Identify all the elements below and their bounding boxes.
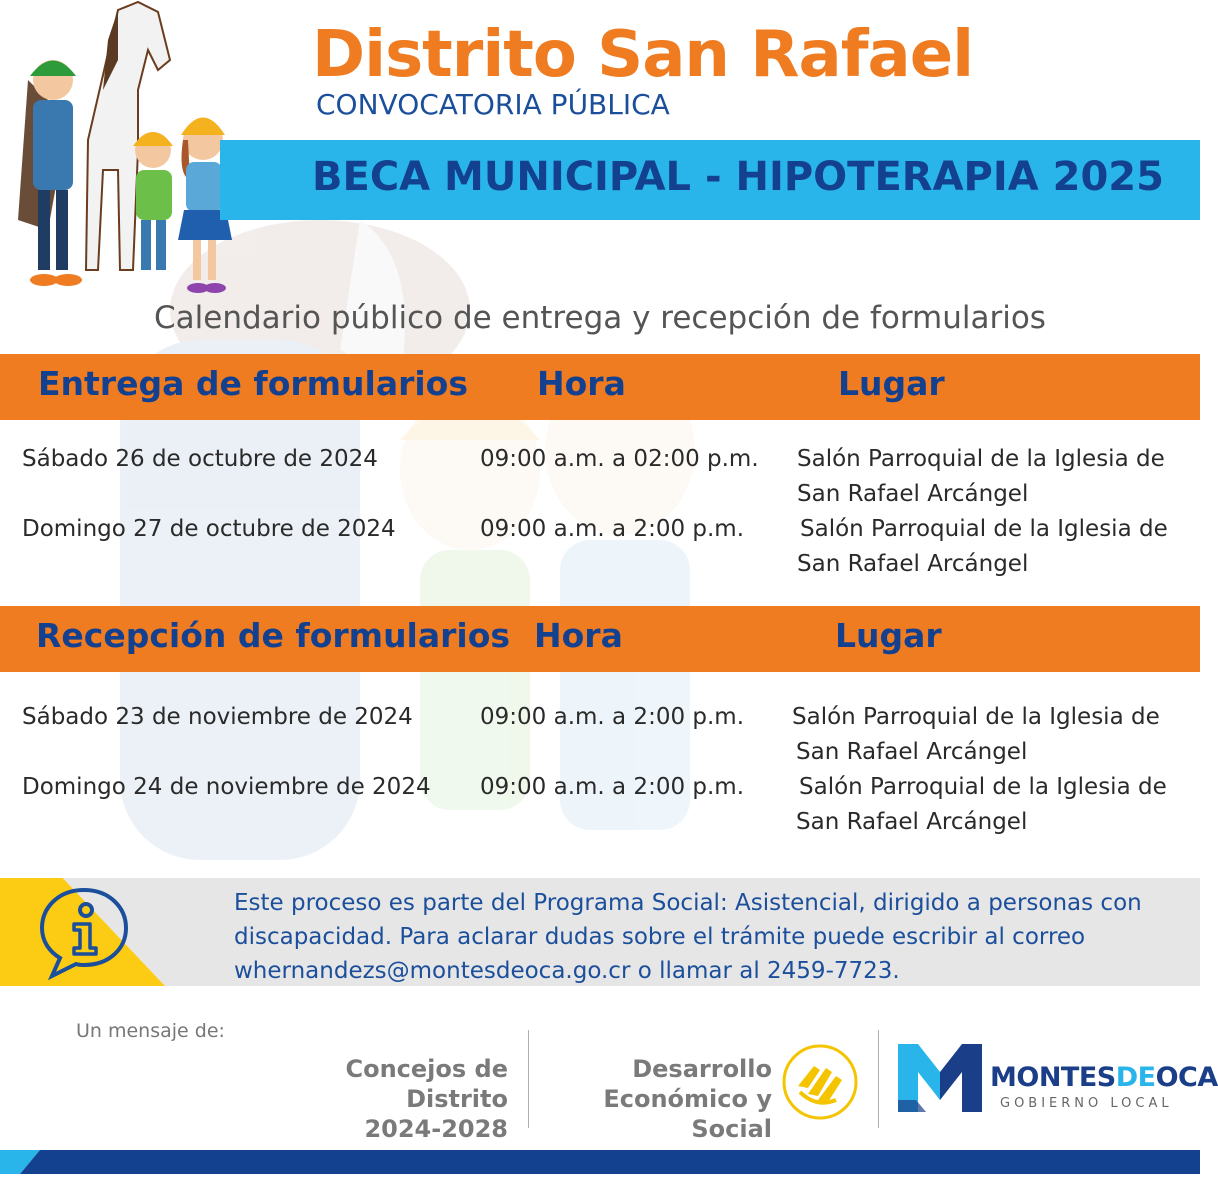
entrega-row-1-fecha: Sábado 26 de octubre de 2024 (22, 446, 378, 472)
desarrollo-label (540, 1054, 772, 1144)
entrega-header-fecha: Entrega de formularios (38, 364, 468, 403)
recepcion-row-1-lugar-1: Salón Parroquial de la Iglesia de (792, 704, 1160, 730)
recepcion-header-hora: Hora (534, 616, 623, 655)
entrega-row-2-lugar-2: San Rafael Arcángel (797, 551, 1029, 577)
page-subtitle: CONVOCATORIA PÚBLICA (316, 88, 670, 121)
info-icon (30, 880, 138, 982)
footer-divider-2 (878, 1030, 879, 1128)
footer-divider-1 (528, 1030, 529, 1128)
entrega-header-hora: Hora (537, 364, 626, 403)
montes-de-oca-logo-icon (896, 1040, 984, 1116)
concejos-label (250, 1054, 508, 1144)
recepcion-row-2-fecha: Domingo 24 de noviembre de 2024 (22, 774, 431, 800)
recepcion-row-1-hora: 09:00 a.m. a 2:00 p.m. (480, 704, 745, 730)
brand-part-3: OCA (1155, 1062, 1218, 1093)
entrega-row-2-hora: 09:00 a.m. a 2:00 p.m. (480, 516, 745, 542)
desarrollo-line-1: Desarrollo (632, 1055, 772, 1083)
footer-stripe (0, 1150, 1200, 1174)
calendar-heading: Calendario público de entrega y recepción de formularios (154, 300, 1046, 336)
recepcion-row-1-lugar-2: San Rafael Arcángel (796, 739, 1028, 765)
desarrollo-line-2: Económico y Social (603, 1085, 772, 1143)
concejos-line-1: Concejos de Distrito (345, 1055, 508, 1113)
recepcion-row-2-lugar-2: San Rafael Arcángel (796, 809, 1028, 835)
entrega-row-2-fecha: Domingo 27 de octubre de 2024 (22, 516, 396, 542)
gobierno-local-label: GOBIERNO LOCAL (1000, 1096, 1173, 1111)
entrega-row-1-lugar-2: San Rafael Arcángel (797, 481, 1029, 507)
entrega-row-1-hora: 09:00 a.m. a 02:00 p.m. (480, 446, 759, 472)
brand-part-1: MONTES (990, 1062, 1116, 1093)
recepcion-row-2-lugar-1: Salón Parroquial de la Iglesia de (799, 774, 1167, 800)
concejos-line-2: 2024-2028 (364, 1115, 508, 1143)
recepcion-row-2-hora: 09:00 a.m. a 2:00 p.m. (480, 774, 745, 800)
footer-label: Un mensaje de: (76, 1020, 225, 1042)
recepcion-row-1-fecha: Sábado 23 de noviembre de 2024 (22, 704, 413, 730)
entrega-row-2-lugar-1: Salón Parroquial de la Iglesia de (800, 516, 1168, 542)
hands-logo-icon (780, 1042, 860, 1122)
brand-part-2: DE (1115, 1062, 1156, 1093)
entrega-header-lugar: Lugar (838, 364, 945, 403)
banner-title: BECA MUNICIPAL - HIPOTERAPIA 2025 (312, 154, 1164, 200)
page-title: Distrito San Rafael (312, 18, 974, 92)
entrega-row-1-lugar-1: Salón Parroquial de la Iglesia de (797, 446, 1165, 472)
recepcion-header-lugar: Lugar (835, 616, 942, 655)
info-text: Este proceso es parte del Programa Social: Asistencial, dirigido a personas con discapacidad. Para aclarar dudas sobre el trámite puede escribir al correo whernandezs@montesdeoca.go.cr o llamar al 2459-7723. (234, 890, 1142, 984)
montes-de-oca-wordmark (990, 1062, 1218, 1093)
recepcion-header-fecha: Recepción de formularios (36, 616, 511, 655)
